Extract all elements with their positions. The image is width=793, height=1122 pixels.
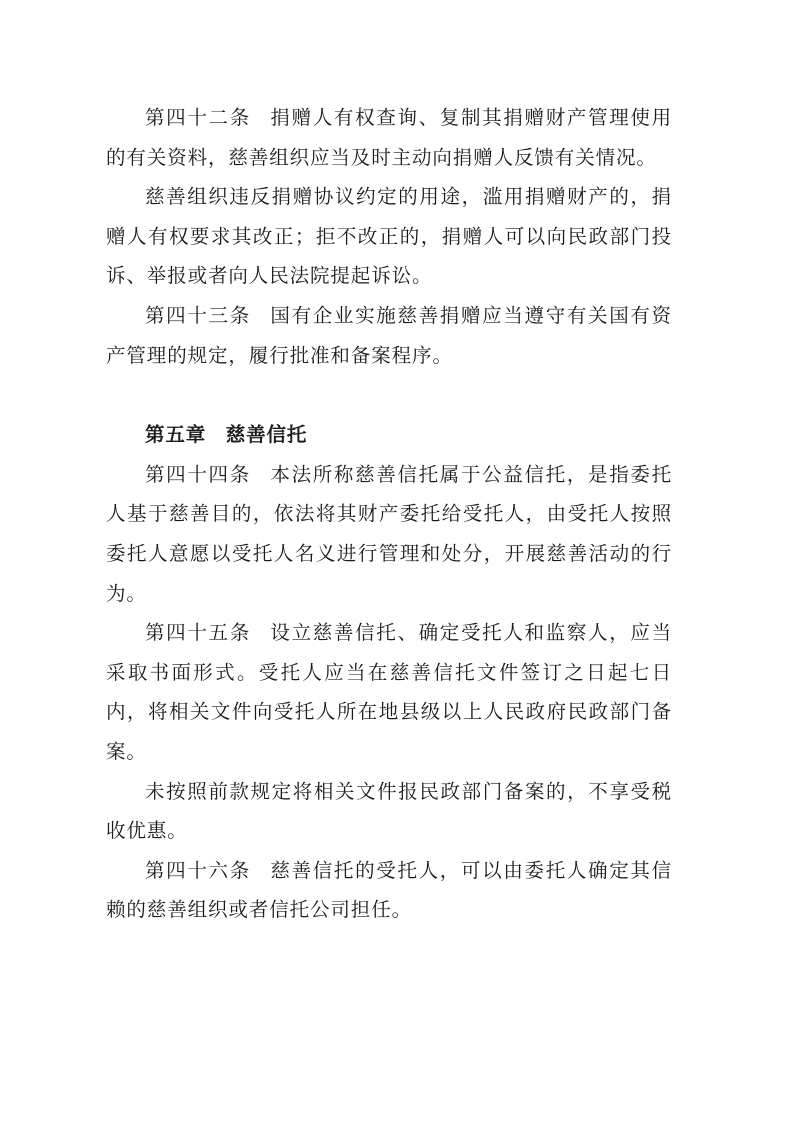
article-text: 慈善信托的受托人，可以由委托人确定其信赖的慈善组织或者信托公司担任。 [106,858,672,922]
article-44-paragraph [106,455,672,613]
article-text: 捐赠人有权查询、复制其捐赠财产管理使用的有关资料，慈善组织应当及时主动向捐赠人反馈有关情况。 [106,106,672,169]
document-body [106,98,672,930]
article-text: 国有企业实施慈善捐赠应当遵守有关国有资产管理的规定，履行批准和备案程序。 [106,303,672,367]
chapter-number: 第五章 [145,423,207,447]
article-42-paragraph [106,98,672,177]
article-45-clause-2 [106,772,672,851]
article-45-paragraph [106,613,672,771]
article-text: 未按照前款规定将相关文件报民政部门备案的，不享受税收优惠。 [106,779,672,843]
article-text: 慈善组织违反捐赠协议约定的用途，滥用捐赠财产的，捐赠人有权要求其改正；拒不改正的，捐赠人可以向民政部门投诉、举报或者向人民法院提起诉讼。 [106,185,672,288]
article-46-paragraph [106,851,672,930]
article-text: 本法所称慈善信托属于公益信托，是指委托人基于慈善目的，依法将其财产委托给受托人，由受托人按照委托人意愿以受托人名义进行管理和处分，开展慈善活动的行为。 [106,462,672,605]
article-text: 设立慈善信托、确定受托人和监察人，应当采取书面形式。受托人应当在慈善信托文件签订之日起七日内，将相关文件向受托人所在地县级以上人民政府民政部门备案。 [106,621,672,763]
chapter-title: 慈善信托 [225,423,308,447]
article-number: 第四十五条 [145,621,251,645]
article-number: 第四十六条 [145,858,251,882]
article-number: 第四十三条 [145,303,251,327]
article-number: 第四十四条 [145,462,251,486]
article-43-paragraph [106,296,672,375]
chapter-heading [106,415,672,455]
article-42-clause-2 [106,177,672,296]
article-number: 第四十二条 [145,106,251,129]
